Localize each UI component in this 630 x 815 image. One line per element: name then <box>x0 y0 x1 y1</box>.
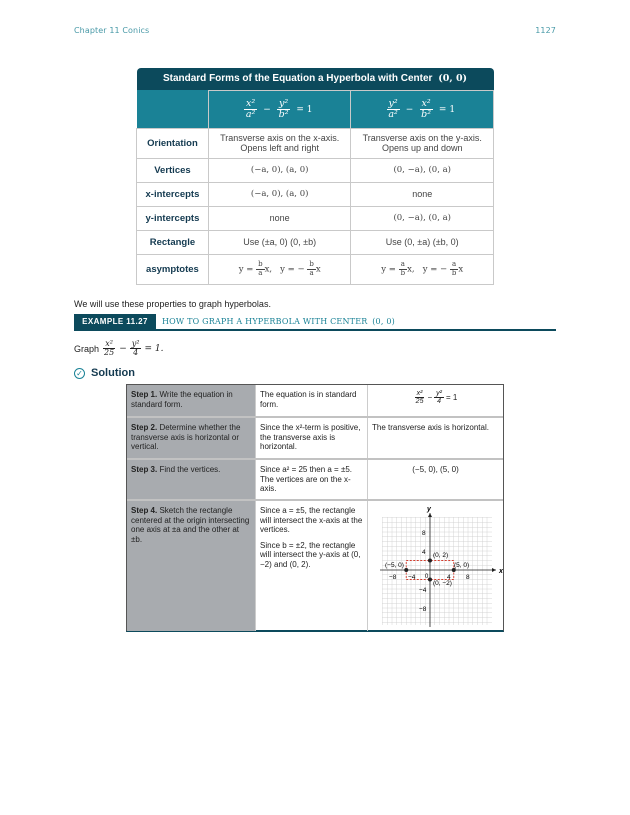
page-number: 1127 <box>535 26 556 35</box>
asymptotes-vertical: y = $\frac{a}{b}$ x, y = − $\frac{a}{b}$ x <box>351 254 494 284</box>
graph-prompt: Graph $\frac{\text{x²}}{25}$ − $\frac{\text{y²}}{4}$ = 1. <box>74 339 164 358</box>
example-bar <box>74 314 556 331</box>
x-tick-4: 4 <box>447 574 451 581</box>
example-label: EXAMPLE 11.27 <box>74 314 156 329</box>
eq-blank <box>137 90 209 128</box>
example-title: HOW TO GRAPH A HYPERBOLA WITH CENTER (0, 0) <box>162 317 395 326</box>
point-0-neg2 <box>428 578 432 582</box>
row-vertices: Vertices (−a, 0), (a, 0) (0, −a), (0, a) <box>137 158 494 182</box>
step-row-1: Step 1. Write the equation in standard form. The equation is in standard form. $\frac{\text{x²}}{25}$ − $\frac{\text{y²}}{4}$ = 1 <box>127 385 503 418</box>
step1-equation: $\frac{\text{x²}}{25}$ − $\frac{\text{y²}}{4}$ = 1 <box>415 390 458 406</box>
row-x-intercepts: x-intercepts (−a, 0), (a, 0) none <box>137 182 494 206</box>
step-row-2: Step 2. Determine whether the transverse axis is horizontal or vertical. Since the x²-term is positive, the transverse axis is horizontal. The transverse axis is horizontal. <box>127 418 503 460</box>
table-title: Standard Forms of the Equation a Hyperbola with Center (0, 0) <box>137 68 494 90</box>
label-0-2: (0, 2) <box>433 552 449 559</box>
step-row-4: Step 4. Sketch the rectangle centered at the origin intersecting one axis at ±a and the other at ±b. Since a = ±5, the rectangle will intersect the x-axis at the vertices. Since b = ±2, the rectangle will intersect the y-axis at (0, −2) and (0, 2). x y 8 4 −4 −8 −8 −4 4 8 0 (−5, 0) (5, 0) (0, 2) (0, −2) <box>127 501 503 631</box>
y-tick-neg8: −8 <box>419 606 427 613</box>
coordinate-graph <box>368 501 504 631</box>
label-5-0: (5, 0) <box>454 562 470 569</box>
table-title-center: (0, 0) <box>438 73 468 85</box>
standard-forms-table <box>136 68 494 285</box>
step-row-3: Step 3. Find the vertices. Since a² = 25 then a = ±5. The vertices are on the x-axis. (−5, 0), (5, 0) <box>127 460 503 501</box>
y-axis-label: y <box>427 506 431 513</box>
check-circle-icon: ✓ <box>74 368 85 379</box>
row-orientation: Orientation Transverse axis on the x-axis. Opens left and right Transverse axis on the y-axis. Opens up and down <box>137 128 494 158</box>
label-neg5-0: (−5, 0) <box>385 562 404 569</box>
y-axis-arrow <box>428 513 432 517</box>
x-tick-8: 8 <box>466 574 470 581</box>
row-y-intercepts: y-intercepts none (0, −a), (0, a) <box>137 206 494 230</box>
asymptotes-horizontal: y = $\frac{b}{a}$ x, y = − $\frac{b}{a}$ x <box>208 254 351 284</box>
eq-horizontal: $\frac{\text{x²}}{\text{a²}}$ − $\frac{\text{y²}}{\text{b²}}$ = 1 <box>208 90 351 128</box>
x-axis-label: x <box>499 568 503 575</box>
point-neg5-0 <box>404 568 408 572</box>
origin-label: 0 <box>425 574 429 580</box>
y-tick-4: 4 <box>422 549 426 556</box>
y-tick-neg4: −4 <box>419 587 427 594</box>
solution-heading: ✓ Solution <box>74 367 135 379</box>
y-tick-8: 8 <box>422 530 426 537</box>
point-0-2 <box>428 559 432 563</box>
steps-table <box>126 384 504 632</box>
row-asymptotes: asymptotes y = $\frac{b}{a}$ x, y = − $\frac{b}{a}$ x y = $\frac{a}{b}$ x, y = − $\frac{a}{b}$ x <box>137 254 494 284</box>
label-0-neg2: (0, −2) <box>433 580 452 587</box>
x-tick-neg4: −4 <box>408 574 416 581</box>
x-tick-neg8: −8 <box>389 574 397 581</box>
chapter-header: Chapter 11 Conics <box>74 26 150 35</box>
grid-lines <box>382 517 492 625</box>
intro-text: We will use these properties to graph hyperbolas. <box>74 299 271 309</box>
eq-vertical: $\frac{\text{y²}}{\text{a²}}$ − $\frac{\text{x²}}{\text{b²}}$ = 1 <box>351 90 494 128</box>
x-axis-arrow <box>492 568 496 572</box>
row-rectangle: Rectangle Use (±a, 0) (0, ±b) Use (0, ±a) (±b, 0) <box>137 230 494 254</box>
graph-points <box>385 552 469 587</box>
